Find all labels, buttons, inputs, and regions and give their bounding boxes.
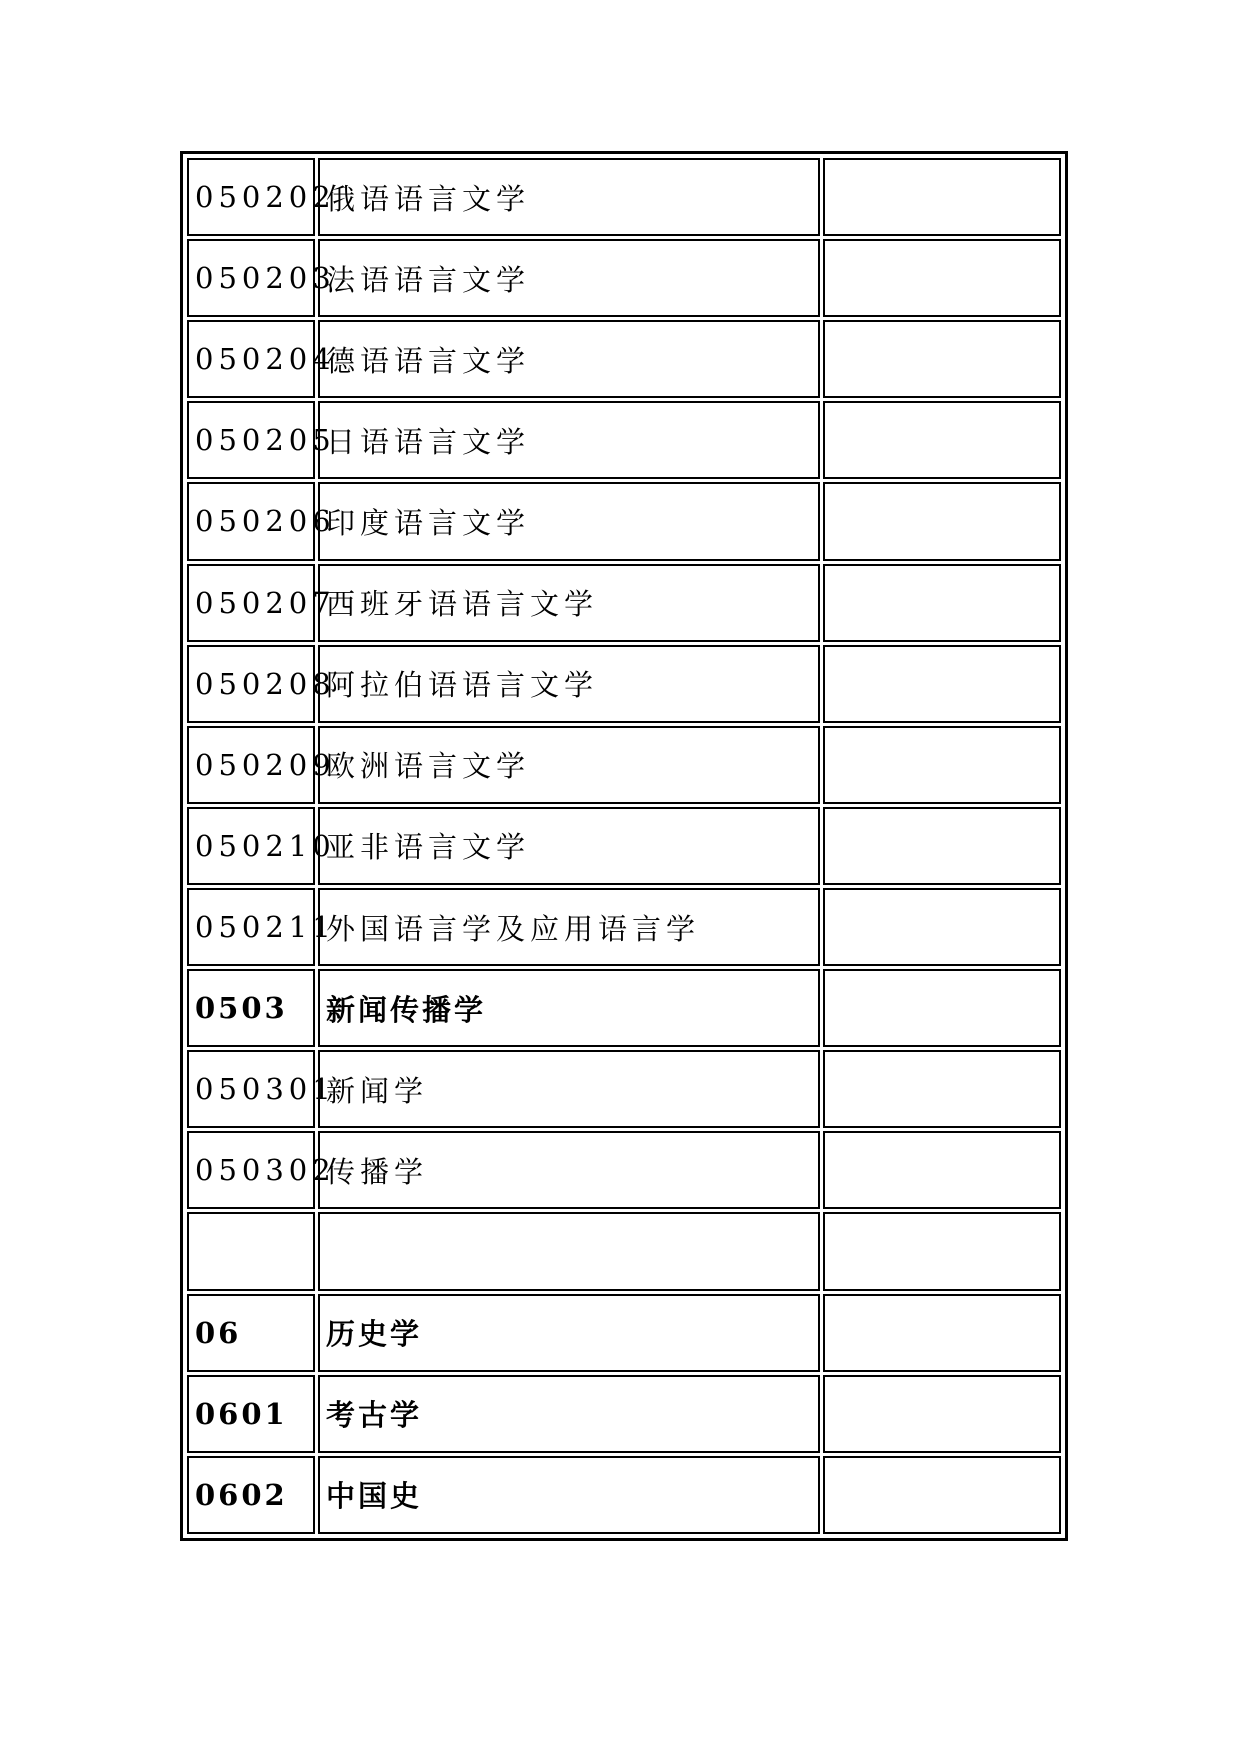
extra-cell — [823, 1131, 1061, 1209]
table-row — [187, 1294, 1061, 1372]
name-cell: 印度语言文学 — [318, 482, 820, 560]
code-cell: 050206 — [187, 482, 315, 560]
code-cell: 050203 — [187, 239, 315, 317]
name-cell: 传播学 — [318, 1131, 820, 1209]
discipline-table-body — [187, 158, 1061, 1534]
extra-cell — [823, 320, 1061, 398]
name-cell: 亚非语言文学 — [318, 807, 820, 885]
code-cell: 050211 — [187, 888, 315, 966]
extra-cell — [823, 401, 1061, 479]
code-cell: 050205 — [187, 401, 315, 479]
extra-cell — [823, 158, 1061, 236]
table-row — [187, 969, 1061, 1047]
extra-cell — [823, 888, 1061, 966]
table-row — [187, 1131, 1061, 1209]
code-cell: 06 — [187, 1294, 315, 1372]
extra-cell — [823, 1375, 1061, 1453]
name-cell: 中国史 — [318, 1456, 820, 1534]
name-cell: 考古学 — [318, 1375, 820, 1453]
extra-cell — [823, 1456, 1061, 1534]
table-row — [187, 239, 1061, 317]
extra-cell — [823, 1212, 1061, 1290]
table-row — [187, 564, 1061, 642]
extra-cell — [823, 239, 1061, 317]
code-cell: 050209 — [187, 726, 315, 804]
code-cell: 050302 — [187, 1131, 315, 1209]
table-row — [187, 1212, 1061, 1290]
extra-cell — [823, 482, 1061, 560]
name-cell: 法语语言文学 — [318, 239, 820, 317]
table-row — [187, 482, 1061, 560]
name-cell — [318, 1212, 820, 1290]
code-cell: 0503 — [187, 969, 315, 1047]
name-cell: 俄语语言文学 — [318, 158, 820, 236]
extra-cell — [823, 645, 1061, 723]
name-cell: 外国语言学及应用语言学 — [318, 888, 820, 966]
table-row — [187, 401, 1061, 479]
name-cell: 历史学 — [318, 1294, 820, 1372]
code-cell: 0602 — [187, 1456, 315, 1534]
code-cell — [187, 1212, 315, 1290]
name-cell: 欧洲语言文学 — [318, 726, 820, 804]
name-cell: 德语语言文学 — [318, 320, 820, 398]
name-cell: 阿拉伯语语言文学 — [318, 645, 820, 723]
code-cell: 050208 — [187, 645, 315, 723]
extra-cell — [823, 807, 1061, 885]
table-row — [187, 807, 1061, 885]
extra-cell — [823, 564, 1061, 642]
code-cell: 050202 — [187, 158, 315, 236]
table-row — [187, 888, 1061, 966]
name-cell: 日语语言文学 — [318, 401, 820, 479]
extra-cell — [823, 1050, 1061, 1128]
table-row — [187, 645, 1061, 723]
table-row — [187, 726, 1061, 804]
code-cell: 050210 — [187, 807, 315, 885]
code-cell: 0601 — [187, 1375, 315, 1453]
name-cell: 新闻传播学 — [318, 969, 820, 1047]
name-cell: 新闻学 — [318, 1050, 820, 1128]
extra-cell — [823, 969, 1061, 1047]
table-row — [187, 158, 1061, 236]
discipline-table-frame — [180, 151, 1068, 1541]
code-cell: 050301 — [187, 1050, 315, 1128]
code-cell: 050204 — [187, 320, 315, 398]
table-row — [187, 1375, 1061, 1453]
discipline-table — [184, 155, 1064, 1537]
name-cell: 西班牙语语言文学 — [318, 564, 820, 642]
extra-cell — [823, 1294, 1061, 1372]
extra-cell — [823, 726, 1061, 804]
table-row — [187, 1456, 1061, 1534]
table-row — [187, 1050, 1061, 1128]
table-row — [187, 320, 1061, 398]
code-cell: 050207 — [187, 564, 315, 642]
